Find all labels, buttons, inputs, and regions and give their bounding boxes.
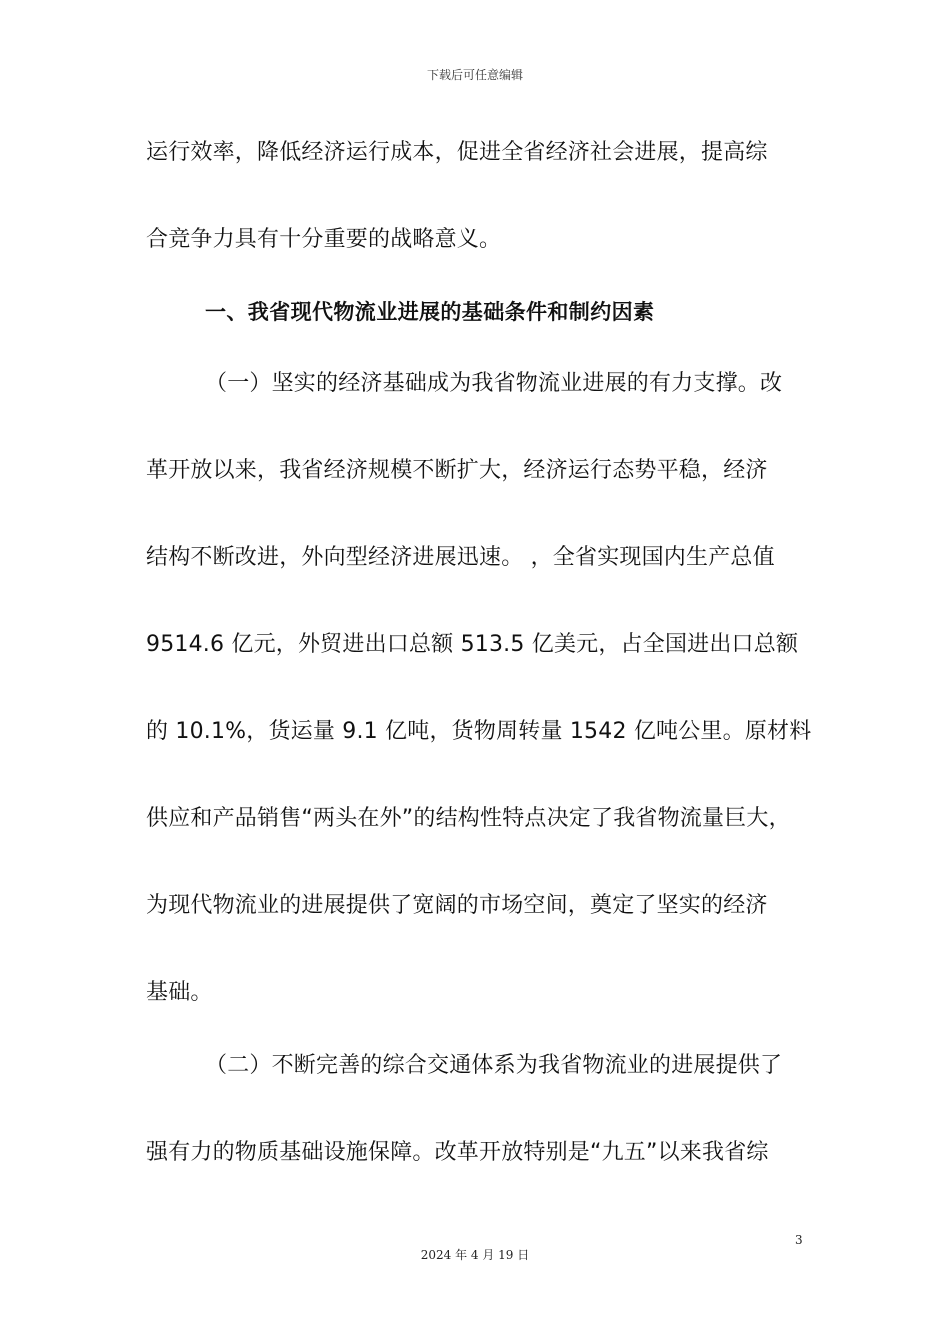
body-line-13: 强有力的物质基础设施保障。改革开放特别是“九五”以来我省综 <box>146 1140 769 1165</box>
body-line-7: 9514.6 亿元，外贸进出口总额 513.5 亿美元，占全国进出口总额 <box>146 632 799 657</box>
page-number: 3 <box>795 1233 803 1247</box>
body-line-9: 供应和产品销售“两头在外”的结构性特点决定了我省物流量巨大， <box>146 806 791 831</box>
body-line-11: 基础。 <box>146 980 213 1005</box>
body-line-1: 运行效率，降低经济运行成本，促进全省经济社会进展，提高综 <box>146 140 768 165</box>
body-line-2: 合竞争力具有十分重要的战略意义。 <box>146 227 502 252</box>
body-line-4: （一）坚实的经济基础成为我省物流业进展的有力支撑。改 <box>205 371 783 396</box>
body-line-10: 为现代物流业的进展提供了宽阔的市场空间，奠定了坚实的经济 <box>146 893 768 918</box>
body-line-8: 的 10.1%，货运量 9.1 亿吨，货物周转量 1542 亿吨公里。原材料 <box>146 719 812 744</box>
body-line-12: （二）不断完善的综合交通体系为我省物流业的进展提供了 <box>205 1053 783 1078</box>
page-header: 下载后可任意编辑 <box>426 68 523 82</box>
body-line-6: 结构不断改进，外向型经济进展迅速。 ，全省实现国内生产总值 <box>146 545 775 570</box>
body-line-5: 革开放以来，我省经济规模不断扩大，经济运行态势平稳，经济 <box>146 458 768 483</box>
page-footer-date: 2024 年 4 月 19 日 <box>420 1248 530 1262</box>
section-heading: 一、我省现代物流业进展的基础条件和制约因素 <box>205 300 655 324</box>
